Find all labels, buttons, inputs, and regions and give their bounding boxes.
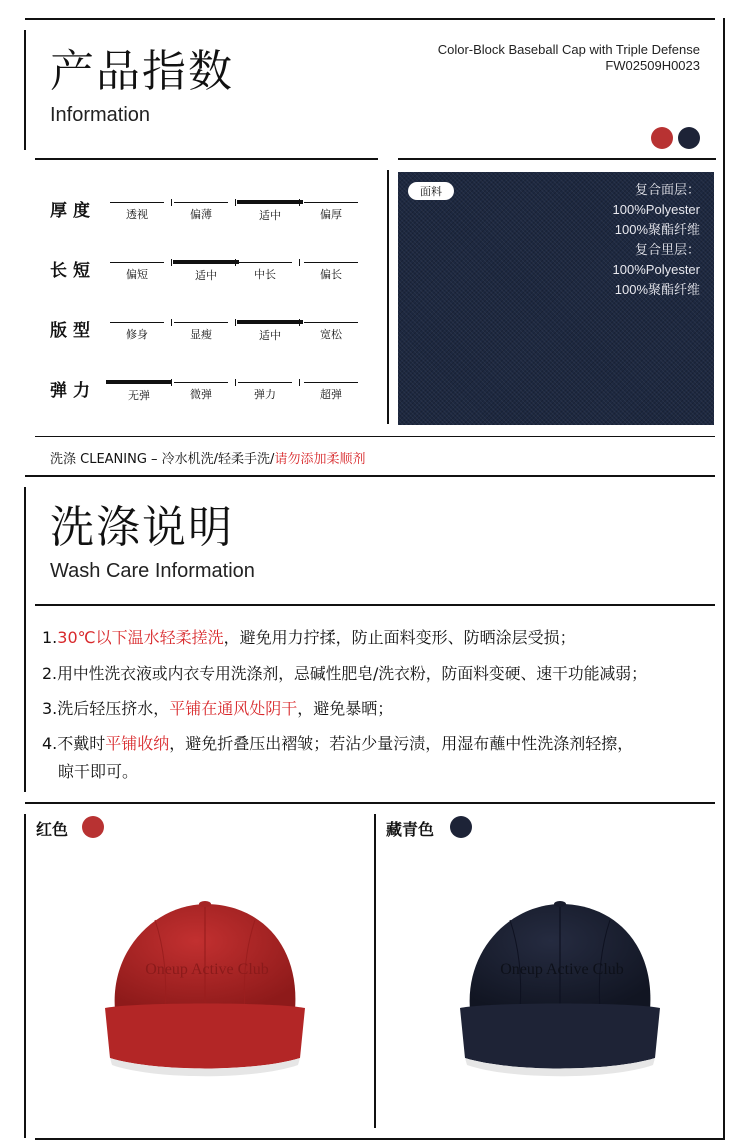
scale-tick <box>171 379 172 386</box>
wash-title: 洗涤说明 <box>50 502 234 553</box>
color-swatch-navy[interactable] <box>678 127 700 149</box>
wash-subtitle: Wash Care Information <box>50 560 255 582</box>
scale-tick <box>299 259 300 266</box>
care-item-3: 3.洗后轻压挤水，平铺在通风处阴干，避免暴晒； <box>42 699 394 718</box>
scale-tick <box>235 199 236 206</box>
fabric-line: 复合面层： <box>634 182 700 197</box>
scale-bar <box>304 262 358 263</box>
scale-tick <box>299 199 300 206</box>
index-label: 厚度 <box>50 201 96 221</box>
index-option-label: 偏短 <box>126 268 148 281</box>
index-option-label: 弹力 <box>254 388 276 401</box>
index-option[interactable] <box>174 382 228 402</box>
index-option[interactable] <box>304 202 358 222</box>
index-option[interactable] <box>238 382 292 402</box>
index-option-label: 无弹 <box>128 389 150 402</box>
index-option-label: 微弹 <box>190 388 212 401</box>
scale-tick <box>299 379 300 386</box>
fabric-composition <box>500 180 700 300</box>
variant-swatch-navy[interactable] <box>450 816 472 838</box>
index-option-label: 透视 <box>126 208 148 221</box>
scale-bar <box>237 320 303 324</box>
scale-bar <box>110 322 164 323</box>
scale-tick <box>171 319 172 326</box>
cap-image-red[interactable] <box>95 890 315 1090</box>
scale-bar <box>173 260 239 264</box>
left-border-2 <box>24 487 26 792</box>
index-option[interactable] <box>304 382 358 402</box>
index-option-label: 中长 <box>254 268 276 281</box>
index-option[interactable] <box>110 322 164 342</box>
scale-bar <box>304 382 358 383</box>
cap-embossed-text: Oneup Active Club <box>500 961 624 978</box>
scale-tick <box>235 259 236 266</box>
scale-bar <box>106 380 172 384</box>
cap-visor <box>460 1004 660 1069</box>
fabric-line: 100%Polyester <box>612 262 700 277</box>
fabric-line: 复合里层： <box>634 242 700 257</box>
scale-tick <box>171 199 172 206</box>
index-option-label: 偏厚 <box>320 208 342 221</box>
scale-bar <box>304 202 358 203</box>
divider-cleaning <box>35 436 715 437</box>
index-option[interactable] <box>174 322 228 342</box>
index-option-label: 适中 <box>259 329 281 342</box>
care-item-4-continued: 晾干即可。 <box>58 762 139 781</box>
fabric-swatch <box>398 172 714 425</box>
page-title: 产品指数 <box>50 46 234 97</box>
index-option-label: 适中 <box>259 209 281 222</box>
index-option[interactable] <box>238 262 292 282</box>
cap-button <box>554 901 566 907</box>
scale-tick <box>171 259 172 266</box>
index-option-label: 显瘦 <box>190 328 212 341</box>
index-option[interactable] <box>304 322 358 342</box>
index-option-label: 偏长 <box>320 268 342 281</box>
variant-separator <box>374 814 376 1128</box>
left-border-3 <box>24 814 26 1138</box>
index-label: 弹力 <box>50 381 96 401</box>
scale-bar <box>174 382 228 383</box>
left-border-1 <box>24 30 26 150</box>
variant-label-navy: 藏青色 <box>386 820 435 839</box>
color-swatch-red[interactable] <box>651 127 673 149</box>
index-option[interactable] <box>174 202 228 222</box>
index-option-label: 偏薄 <box>190 208 212 221</box>
right-border <box>723 18 725 1138</box>
variants-divider <box>25 802 715 804</box>
scale-bar <box>304 322 358 323</box>
divider-right <box>398 158 716 160</box>
index-label: 版型 <box>50 321 96 341</box>
cap-visor <box>105 1004 305 1069</box>
fabric-line: 100%聚酯纤维 <box>614 222 700 237</box>
cap-embossed-text: Oneup Active Club <box>145 961 269 978</box>
scale-bar <box>238 382 292 383</box>
vertical-divider <box>387 170 389 424</box>
care-item-4: 4.不戴时平铺收纳，避免折叠压出褶皱；若沾少量污渍，用湿布蘸中性洗涤剂轻擦， <box>42 734 634 753</box>
fabric-line: 100%聚酯纤维 <box>614 282 700 297</box>
index-option-label: 宽松 <box>320 328 342 341</box>
divider-left <box>35 158 378 160</box>
cleaning-text: 洗涤 CLEANING – 冷水机洗/轻柔手洗/ <box>50 452 275 467</box>
scale-bar <box>174 322 228 323</box>
scale-bar <box>237 200 303 204</box>
index-option-selected[interactable] <box>106 382 172 403</box>
cleaning-warning: 请勿添加柔顺剂 <box>274 452 366 467</box>
index-option-selected[interactable] <box>173 262 239 283</box>
index-option-selected[interactable] <box>237 322 303 343</box>
scale-bar <box>174 202 228 203</box>
index-option[interactable] <box>110 262 164 282</box>
top-border <box>25 18 715 20</box>
section-divider <box>25 475 715 477</box>
scale-tick <box>299 319 300 326</box>
index-option[interactable] <box>304 262 358 282</box>
care-item-2: 2.用中性洗衣液或内衣专用洗涤剂，忌碱性肥皂/洗衣粉，防面料变硬、速干功能减弱； <box>42 664 647 683</box>
scale-tick <box>235 379 236 386</box>
index-option-label: 超弹 <box>320 388 342 401</box>
page-subtitle: Information <box>50 104 151 126</box>
index-option[interactable] <box>110 202 164 222</box>
variant-swatch-red[interactable] <box>82 816 104 838</box>
fabric-line: 100%Polyester <box>612 202 700 217</box>
scale-bar <box>110 202 164 203</box>
variant-label-red: 红色 <box>36 820 69 839</box>
scale-bar <box>110 262 164 263</box>
cleaning-note <box>50 448 365 467</box>
product-code: FW02509H0023 <box>605 58 700 73</box>
index-option-label: 修身 <box>126 328 148 341</box>
cap-button <box>199 901 211 907</box>
index-label: 长短 <box>50 261 96 281</box>
index-option-selected[interactable] <box>237 202 303 223</box>
care-item-1: 1.30℃以下温水轻柔搓洗，避免用力拧揉，防止面料变形、防晒涂层受损； <box>42 628 576 647</box>
cap-image-navy[interactable] <box>450 890 670 1090</box>
scale-tick <box>235 319 236 326</box>
index-option-label: 适中 <box>195 269 217 282</box>
product-name: Color-Block Baseball Cap with Triple Defense <box>437 42 700 57</box>
fabric-badge: 面料 <box>408 182 454 200</box>
wash-divider <box>35 604 715 606</box>
scale-bar <box>238 262 292 263</box>
